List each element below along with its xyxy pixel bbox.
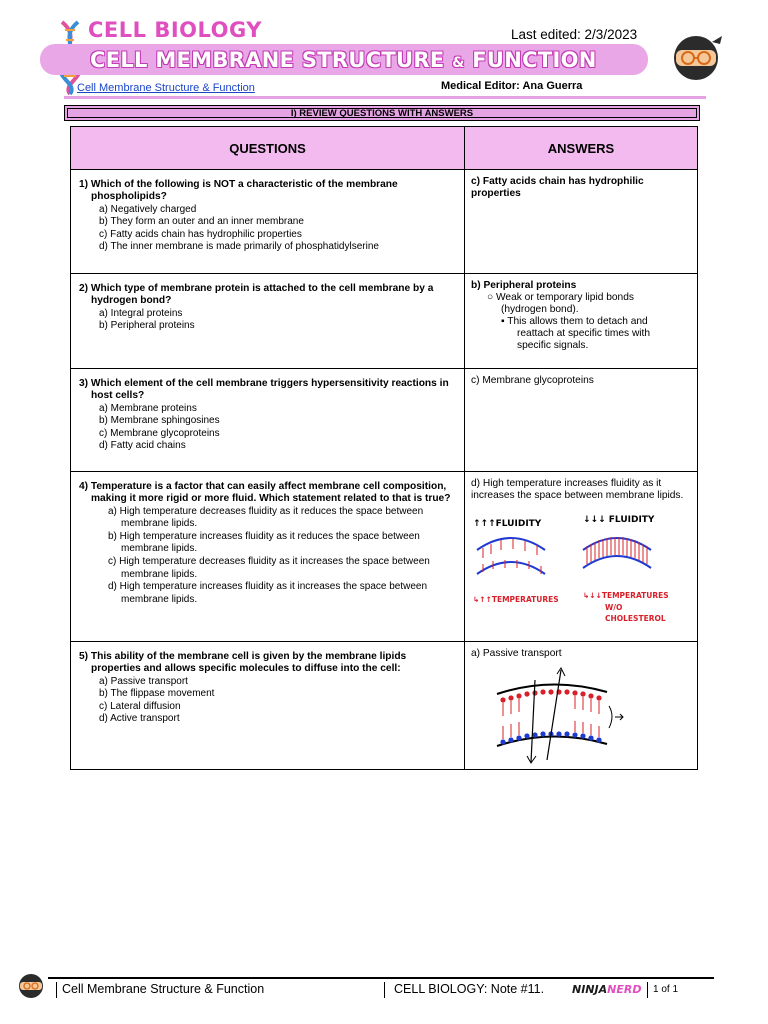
question-text: 4) Temperature is a factor that can easily affect membrane cell composition, making it more rigid or more fluid. Which statement related to that is true? xyxy=(79,481,451,505)
passive-transport-diagram xyxy=(491,666,631,764)
option: c) Membrane glycoproteins xyxy=(99,427,220,439)
footer-divider xyxy=(56,982,57,998)
medical-editor: Medical Editor: Ana Guerra xyxy=(441,80,583,92)
answer-detail: reattach at specific times with xyxy=(517,328,651,339)
option: a) Negatively charged xyxy=(99,203,197,215)
table-row xyxy=(71,274,698,369)
title-amp: & xyxy=(452,55,465,71)
title-end: FUNCTION xyxy=(472,48,597,72)
answer-detail: (hydrogen bond). xyxy=(501,304,579,315)
option: c) Lateral diffusion xyxy=(99,700,181,712)
rigid-membrane-icon xyxy=(583,537,651,568)
answer-detail: ○ Weak or temporary lipid bonds xyxy=(487,292,634,303)
header-divider xyxy=(64,96,706,99)
question-cell-1 xyxy=(71,170,465,274)
option: a) Integral proteins xyxy=(99,307,183,319)
footer-topic: Cell Membrane Structure & Function xyxy=(62,982,265,996)
option: c) High temperature decreases fluidity as it increases the space between membrane lipids. xyxy=(108,555,430,580)
fig-left-top: ↑↑↑FLUIDITY xyxy=(473,519,542,529)
answer-cell-5 xyxy=(465,642,698,770)
table-row xyxy=(71,170,698,274)
fig-right-bottom3: CHOLESTEROL xyxy=(605,614,666,623)
answer-cell-2 xyxy=(465,274,698,369)
answer-cell-1: c) Fatty acids chain has hydrophilic properties xyxy=(465,170,698,274)
question-text: 1) Which of the following is NOT a characteristic of the membrane phospholipids? xyxy=(79,179,398,203)
fig-right-top: ↓↓↓ FLUIDITY xyxy=(583,515,655,525)
fig-right-bottom2: W/O xyxy=(605,603,623,612)
title-main: CELL MEMBRANE STRUCTURE xyxy=(90,48,445,72)
option: d) Active transport xyxy=(99,713,180,725)
answer-cell-3: c) Membrane glycoproteins xyxy=(465,369,698,472)
option: d) High temperature increases fluidity as it increases the space between membrane lipids. xyxy=(108,581,428,605)
option: b) Peripheral proteins xyxy=(99,320,195,332)
answer-detail: ▪ This allows them to detach and xyxy=(501,316,648,327)
question-cell-5 xyxy=(71,642,465,770)
fig-left-bottom: ↳↑↑TEMPERATURES xyxy=(473,595,559,604)
answer-detail: specific signals. xyxy=(517,340,589,351)
option: b) They form an outer and an inner membrane xyxy=(99,216,304,228)
ninja-footer-icon xyxy=(16,970,46,1000)
last-edited: Last edited: 2/3/2023 xyxy=(511,27,638,42)
questions-header: QUESTIONS xyxy=(71,127,465,170)
ninjanerd-logo xyxy=(572,983,641,996)
page-number: 1 of 1 xyxy=(653,984,679,995)
option: a) Passive transport xyxy=(99,675,188,687)
option: a) Membrane proteins xyxy=(99,402,197,414)
answer-cell-4 xyxy=(465,472,698,642)
table-row xyxy=(71,472,698,642)
answers-header: ANSWERS xyxy=(465,127,698,170)
answer-text: a) Passive transport xyxy=(471,648,562,659)
question-text: 3) Which element of the cell membrane triggers hypersensitivity reactions in host cells? xyxy=(79,378,449,402)
fig-right-bottom: ↳↓↓TEMPERATURES xyxy=(583,591,669,600)
option: c) Fatty acids chain has hydrophilic properties xyxy=(99,228,302,240)
question-cell-4 xyxy=(71,472,465,642)
table-header-row xyxy=(71,127,698,170)
page-title xyxy=(90,48,597,72)
footer-divider xyxy=(647,982,648,998)
logo-nerd: NERD xyxy=(607,983,642,996)
qa-table xyxy=(70,126,698,770)
footer-line xyxy=(48,977,714,979)
ninja-mascot-icon xyxy=(668,28,724,84)
question-text: 5) This ability of the membrane cell is given by the membrane lipids properties and allows specific molecules to diffuse into the cell: xyxy=(79,651,407,675)
section-header xyxy=(64,105,700,121)
answer-text: b) Peripheral proteins xyxy=(471,280,577,291)
option: b) High temperature increases fluidity as it reduces the space between membrane lipids. xyxy=(108,530,420,555)
table-row xyxy=(71,642,698,770)
question-cell-2 xyxy=(71,274,465,369)
footer-note: CELL BIOLOGY: Note #11. xyxy=(394,982,545,996)
answer-text: d) High temperature increases fluidity as it increases the space between membrane lipids. xyxy=(471,478,684,501)
option: d) Fatty acid chains xyxy=(99,440,186,452)
subject-heading: CELL BIOLOGY xyxy=(88,18,262,42)
table-row xyxy=(71,369,698,472)
option: b) Membrane sphingosines xyxy=(99,415,220,427)
section-title: I) REVIEW QUESTIONS WITH ANSWERS xyxy=(67,108,697,118)
option: b) The flippase movement xyxy=(99,688,215,700)
option: a) High temperature decreases fluidity as it reduces the space between membrane lipids. xyxy=(108,505,424,530)
question-cell-3 xyxy=(71,369,465,472)
fluidity-diagram xyxy=(471,506,691,626)
question-text: 2) Which type of membrane protein is attached to the cell membrane by a hydrogen bond? xyxy=(79,283,434,307)
fluid-membrane-icon xyxy=(477,538,545,574)
footer-divider xyxy=(384,982,385,998)
option: d) The inner membrane is made primarily of phosphatidylserine xyxy=(99,241,379,253)
logo-ninja: NINJA xyxy=(572,983,608,996)
topic-link[interactable]: Cell Membrane Structure & Function xyxy=(77,82,255,94)
